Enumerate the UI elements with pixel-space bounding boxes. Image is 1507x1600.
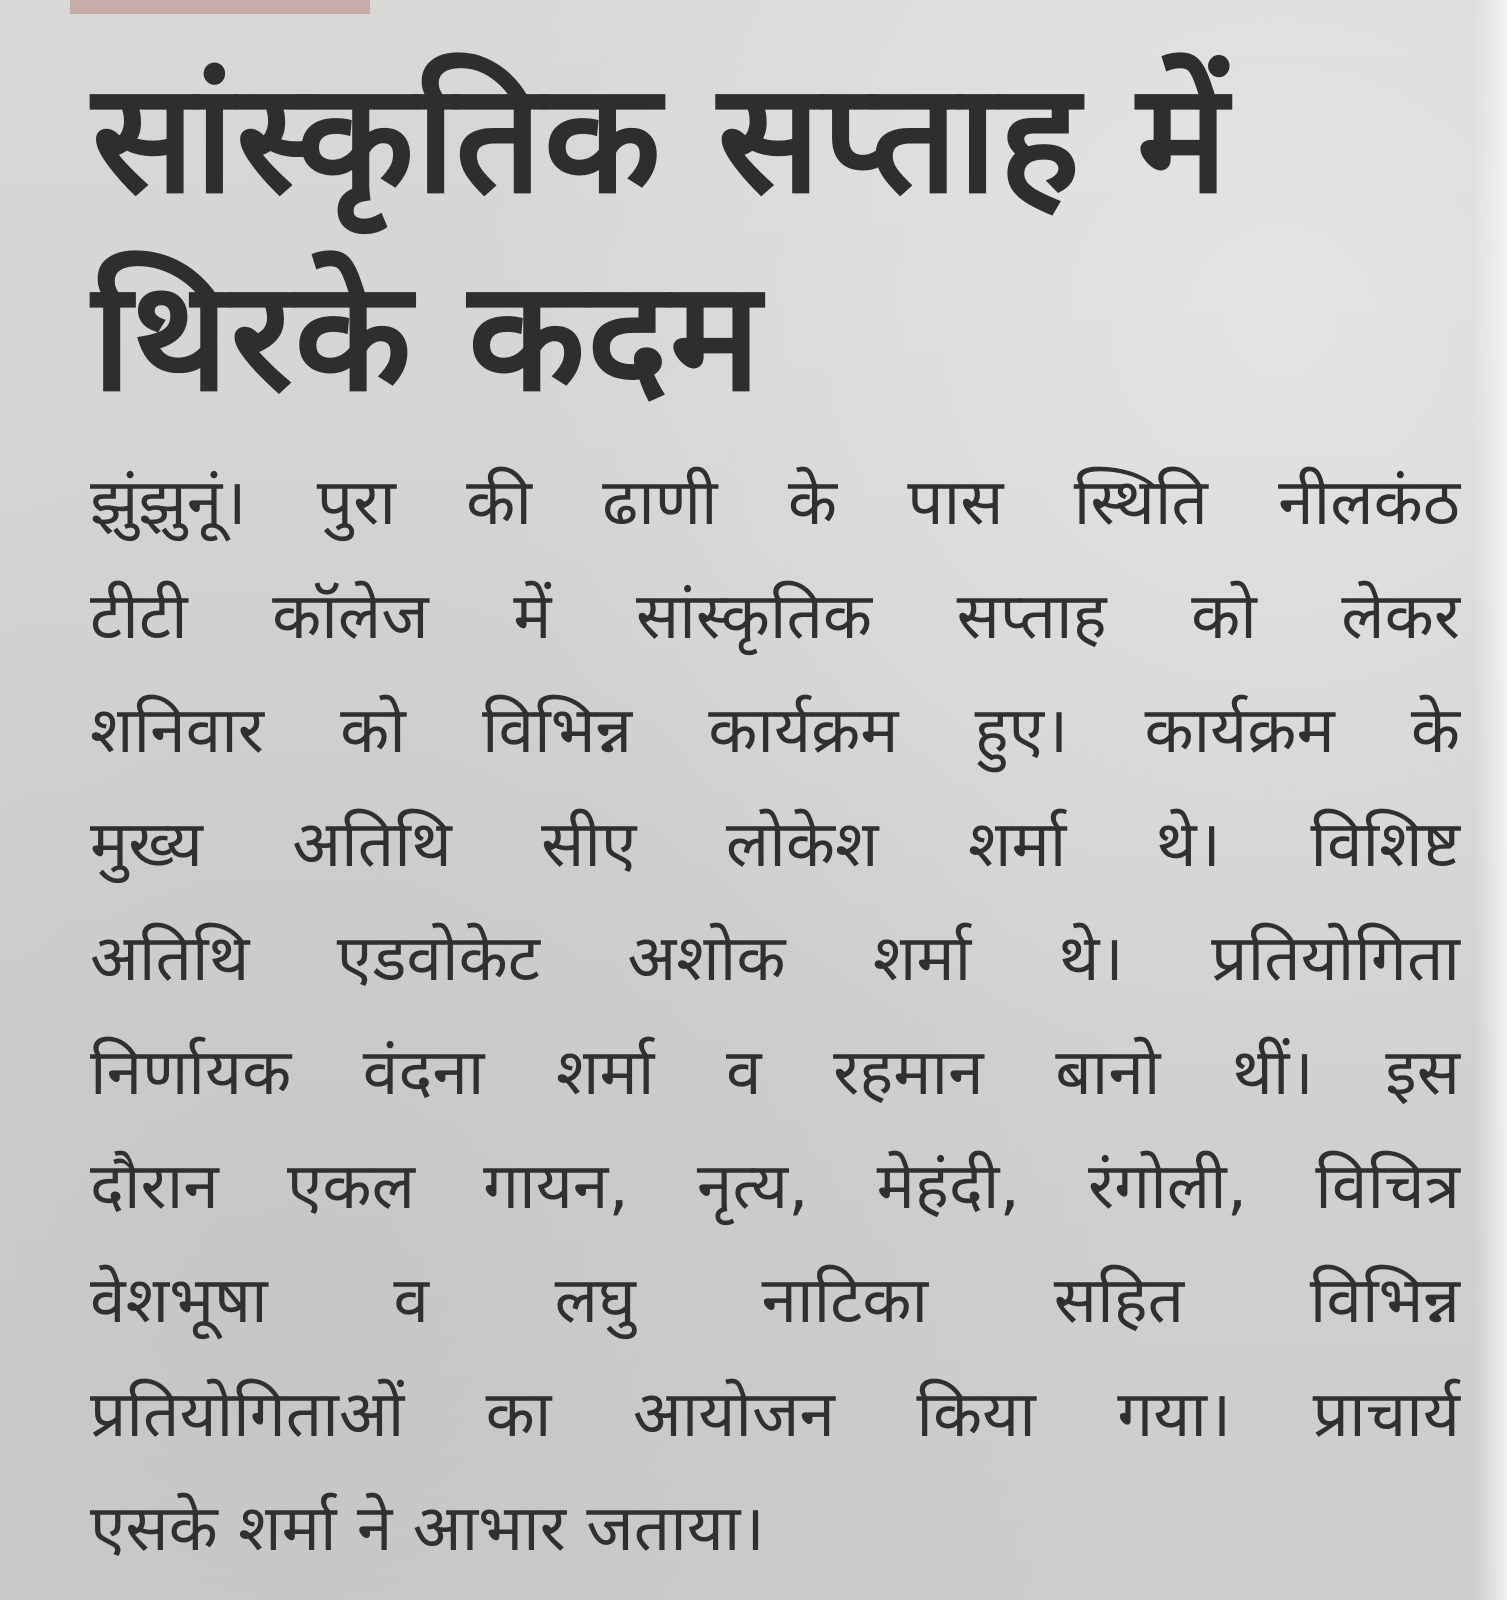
body-line: प्रतियोगिताओं का आयोजन किया गया। प्राचार्य xyxy=(90,1378,1460,1452)
article-headline xyxy=(92,40,1432,436)
headline-line: थिरके कदम xyxy=(92,248,763,425)
body-line: मुख्य अतिथि सीए लोकेश शर्मा थे। विशिष्ट xyxy=(90,808,1460,882)
body-line: टीटी कॉलेज में सांस्कृतिक सप्ताह को लेकर xyxy=(90,580,1460,654)
body-line: वेशभूषा व लघु नाटिका सहित विभिन्न xyxy=(90,1264,1460,1338)
body-line: एसके शर्मा ने आभार जताया। xyxy=(90,1492,765,1566)
body-line: झुंझुनूं। पुरा की ढाणी के पास स्थिति नीलकंठ xyxy=(90,466,1460,540)
body-line: अतिथि एडवोकेट अशोक शर्मा थे। प्रतियोगिता xyxy=(90,922,1460,996)
body-line: दौरान एकल गायन, नृत्य, मेहंदी, रंगोली, विचित्र xyxy=(90,1150,1460,1224)
body-line: शनिवार को विभिन्न कार्यक्रम हुए। कार्यक्रम के xyxy=(90,694,1460,768)
article-body xyxy=(90,446,1460,1586)
body-line: निर्णायक वंदना शर्मा व रहमान बानो थीं। इस xyxy=(90,1036,1460,1110)
headline-line: सांस्कृतिक सप्ताह में xyxy=(92,50,1230,227)
